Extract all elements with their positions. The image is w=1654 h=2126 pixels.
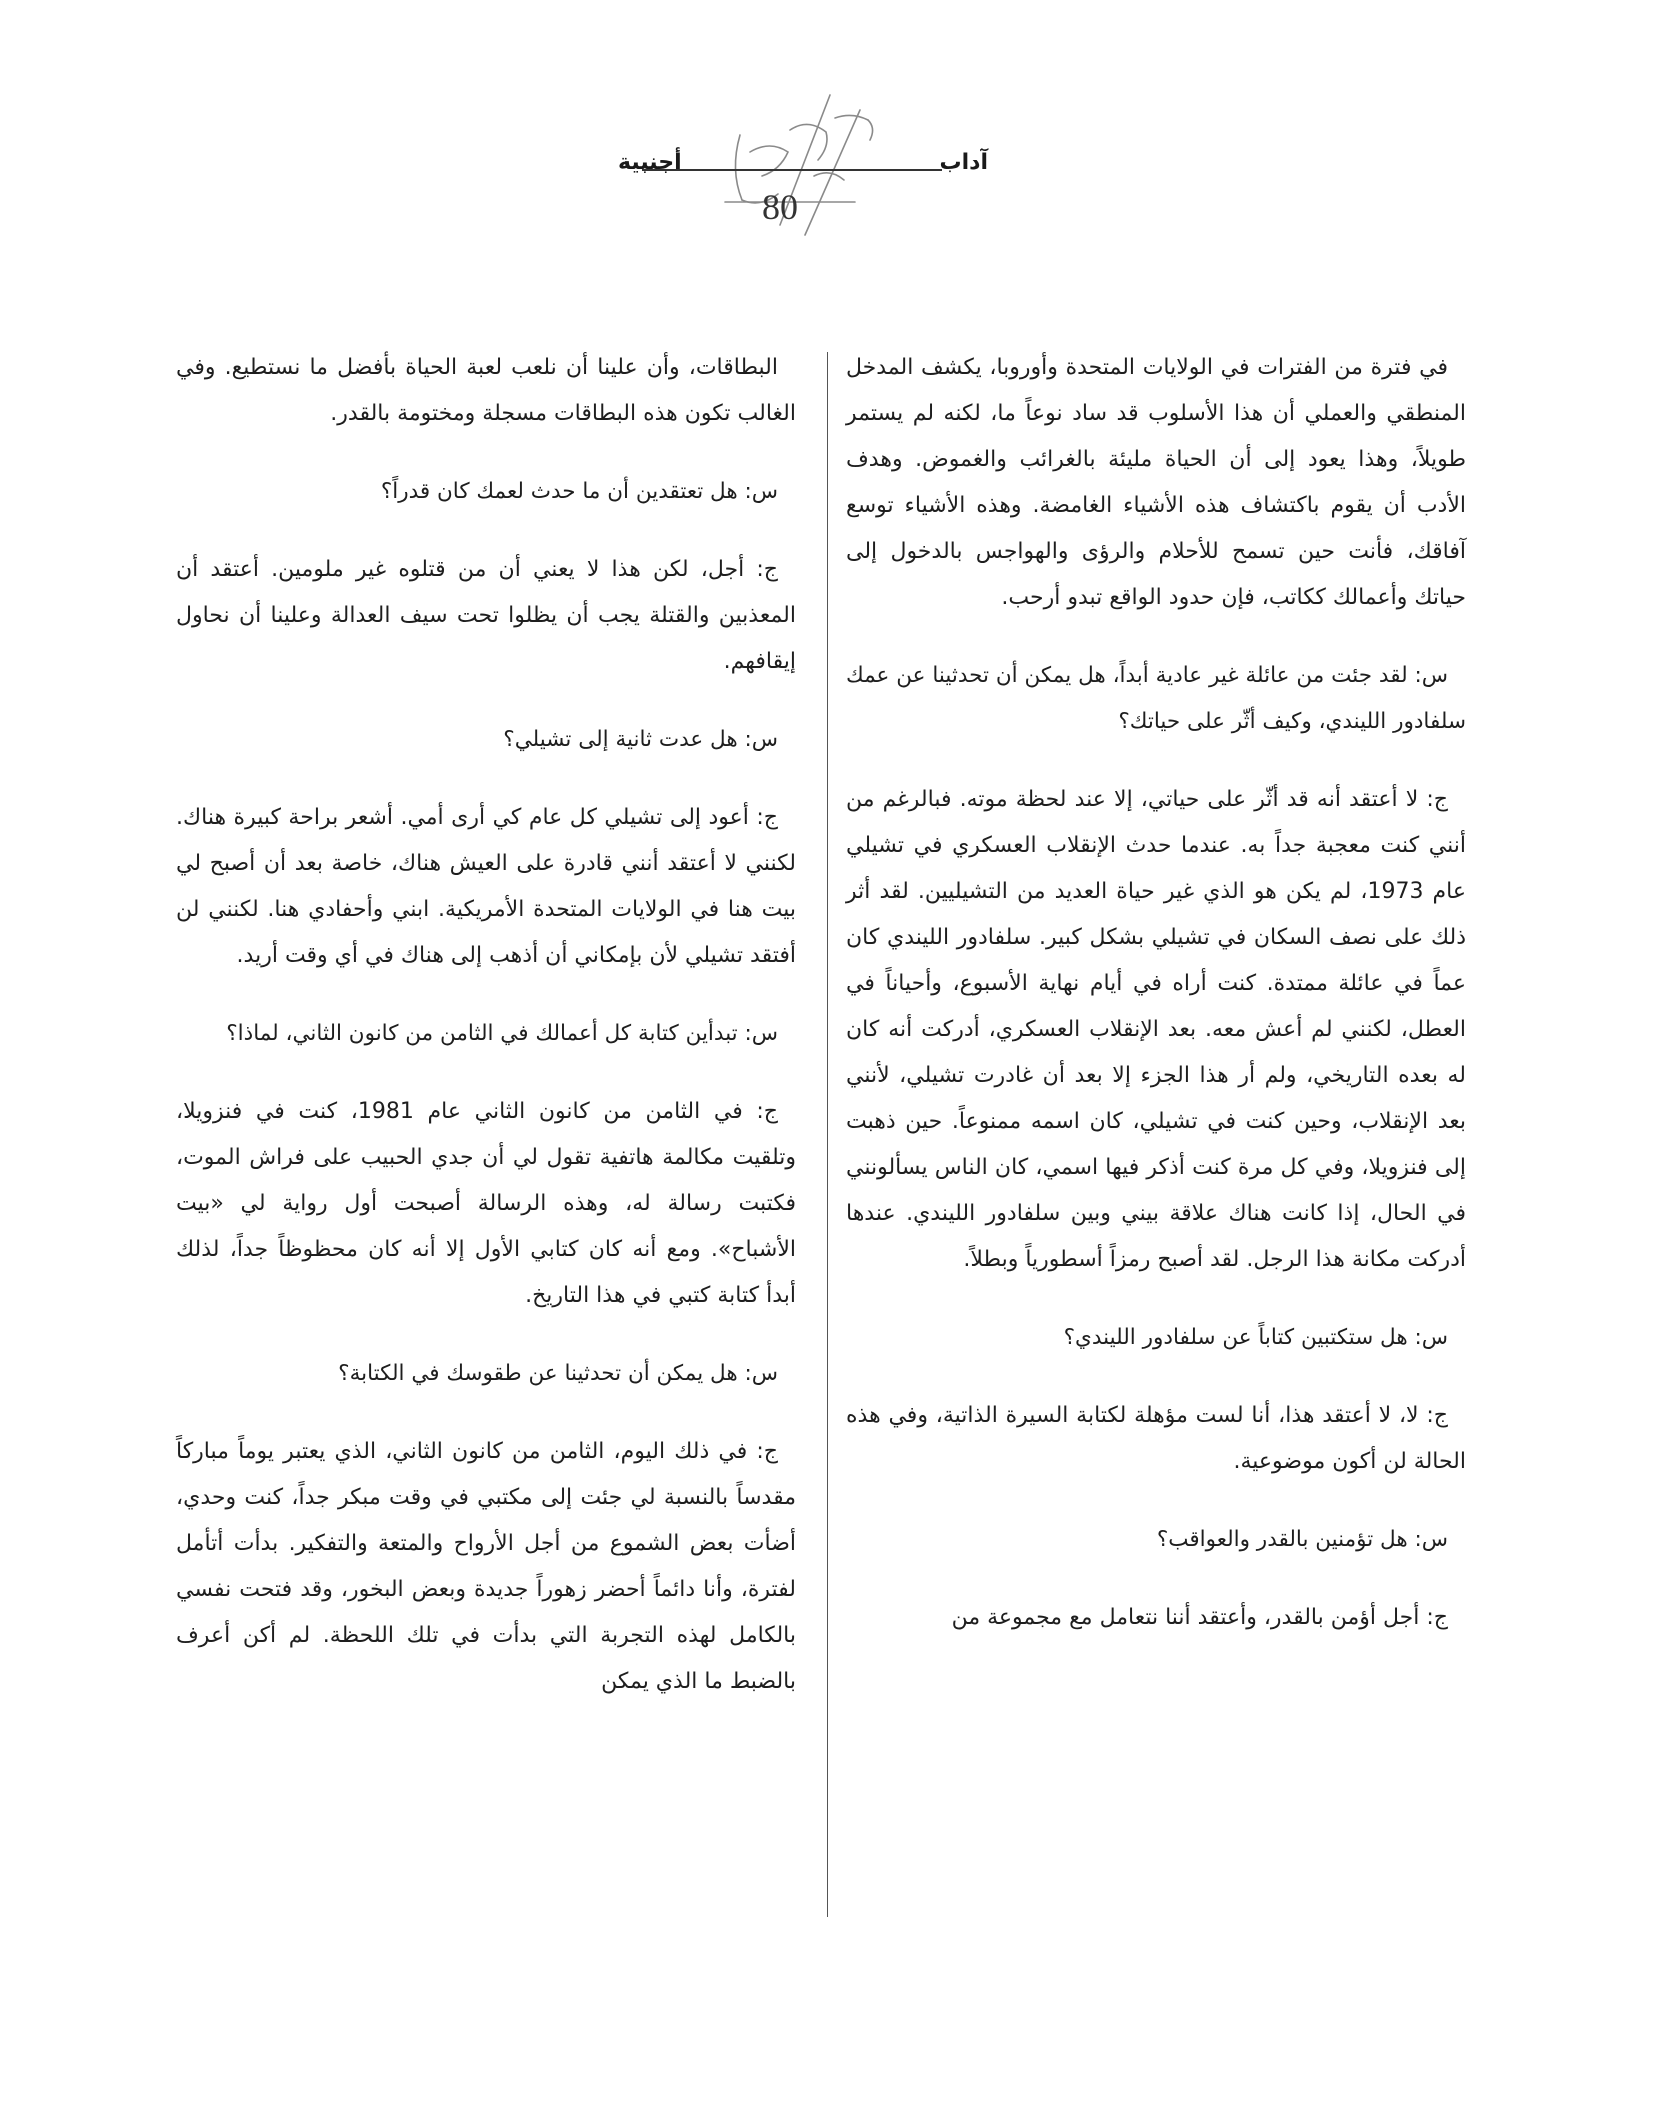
column-divider: [827, 352, 828, 1917]
body-paragraph: في فترة من الفترات في الولايات المتحدة وأوروبا، يكشف المدخل المنطقي والعملي أن هذا الأسلوب قد ساد نوعاً ما، لكنه لم يستمر طويلاً، وهذا يعود إلى أن الحياة مليئة بالغرائب والغموض. وهدف الأدب أن يقوم باكتشاف هذه الأشياء الغامضة. وهذه الأشياء توسع آفاقك، فأنت حين تسمح للأحلام والرؤى والهواجس بالدخول إلى حياتك وأعمالك ككاتب، فإن حدود الواقع تبدو أرحب.: [846, 355, 1466, 610]
interview-question: س: هل عدت ثانية إلى تشيلي؟: [503, 727, 778, 752]
interview-answer: ج: في ذلك اليوم، الثامن من كانون الثاني، الذي يعتبر يوماً مباركاً مقدساً بالنسبة لي جئت إلى مكتبي في وقت مبكر جداً، كنت وحدي، أضأت بعض الشموع من أجل الأرواح والمتعة والتفكير. بدأت أتأمل لفترة، وأنا دائماً أحضر زهوراً جديدة وبعض البخور، وقد فتحت نفسي بالكامل لهذه التجربة التي بدأت في تلك اللحظة. لم أكن أعرف بالضبط ما الذي يمكن: [176, 1439, 796, 1694]
interview-answer: ج: أجل أؤمن بالقدر، وأعتقد أننا نتعامل مع مجموعة من: [951, 1605, 1448, 1630]
interview-answer: ج: لا أعتقد أنه قد أثّر على حياتي، إلا عند لحظة موته. فبالرغم من أنني كنت معجبة جداً به. عندما حدث الإنقلاب العسكري في تشيلي عام 1973، لم يكن هو الذي غير حياة العديد من التشيليين. لقد أثر ذلك على نصف السكان في تشيلي بشكل كبير. سلفادور الليندي كان عماً في عائلة ممتدة. كنت أراه في أيام نهاية الأسبوع، وأحياناً في العطل، لكنني لم أعش معه. بعد الإنقلاب العسكري، أدركت أنه كان له بعده التاريخي، ولم أر هذا الجزء إلا بعد أن غادرت تشيلي، لأنني بعد الإنقلاب، وحين كنت في تشيلي، كان اسمه ممنوعاً. حين ذهبت إلى فنزويلا، وفي كل مرة كنت أذكر فيها اسمي، كان الناس يسألونني في الحال، إذا كانت هناك علاقة بيني وبين سلفادور الليندي. عندها أدركت مكانة هذا الرجل. لقد أصبح رمزاً أسطورياً وبطلاً.: [846, 787, 1466, 1272]
interview-question: س: هل يمكن أن تحدثينا عن طقوسك في الكتابة؟: [338, 1361, 778, 1386]
text-column-right: [846, 345, 1466, 1673]
interview-question: س: تبدأين كتابة كل أعمالك في الثامن من كانون الثاني، لماذا؟: [226, 1021, 778, 1046]
text-column-left: [176, 345, 796, 1737]
header-rule: [642, 169, 942, 171]
interview-question: س: هل تؤمنين بالقدر والعواقب؟: [1156, 1527, 1448, 1552]
page-number: 80: [762, 187, 798, 227]
page-header: [560, 90, 1000, 240]
section-title-ajnabiya: أجنبية: [618, 150, 682, 175]
interview-answer: ج: في الثامن من كانون الثاني عام 1981، كنت في فنزويلا، وتلقيت مكالمة هاتفية تقول لي أن جدي الحبيب على فراش الموت، فكتبت رسالة له، وهذه الرسالة أصبحت أول رواية لي «بيت الأشباح». ومع أنه كان كتابي الأول إلا أنه كان محظوظاً جداً، لذلك أبدأ كتابة كتبي في هذا التاريخ.: [176, 1099, 796, 1308]
interview-question: س: هل ستكتبين كتاباً عن سلفادور الليندي؟: [1063, 1325, 1448, 1350]
section-title-adab: آداب: [939, 150, 988, 175]
interview-answer: ج: لا، لا أعتقد هذا، أنا لست مؤهلة لكتابة السيرة الذاتية، وفي هذه الحالة لن أكون موضوعية.: [846, 1403, 1466, 1474]
interview-answer: ج: أعود إلى تشيلي كل عام كي أرى أمي. أشعر براحة كبيرة هناك. لكنني لا أعتقد أنني قادرة على العيش هناك، خاصة بعد أن أصبح لي بيت هنا في الولايات المتحدة الأمريكية. ابني وأحفادي هنا. لكنني لن أفتقد تشيلي لأن بإمكاني أن أذهب إلى هناك في أي وقت أريد.: [176, 805, 796, 968]
body-paragraph: البطاقات، وأن علينا أن نلعب لعبة الحياة بأفضل ما نستطيع. وفي الغالب تكون هذه البطاقات مسجلة ومختومة بالقدر.: [176, 355, 796, 426]
interview-question: س: هل تعتقدين أن ما حدث لعمك كان قدراً؟: [380, 479, 778, 504]
interview-question: س: لقد جئت من عائلة غير عادية أبداً، هل يمكن أن تحدثينا عن عمك سلفادور الليندي، وكيف أثّر على حياتك؟: [846, 663, 1466, 734]
interview-answer: ج: أجل، لكن هذا لا يعني أن من قتلوه غير ملومين. أعتقد أن المعذبين والقتلة يجب أن يظلوا تحت سيف العدالة وعلينا أن نحاول إيقافهم.: [176, 557, 796, 674]
